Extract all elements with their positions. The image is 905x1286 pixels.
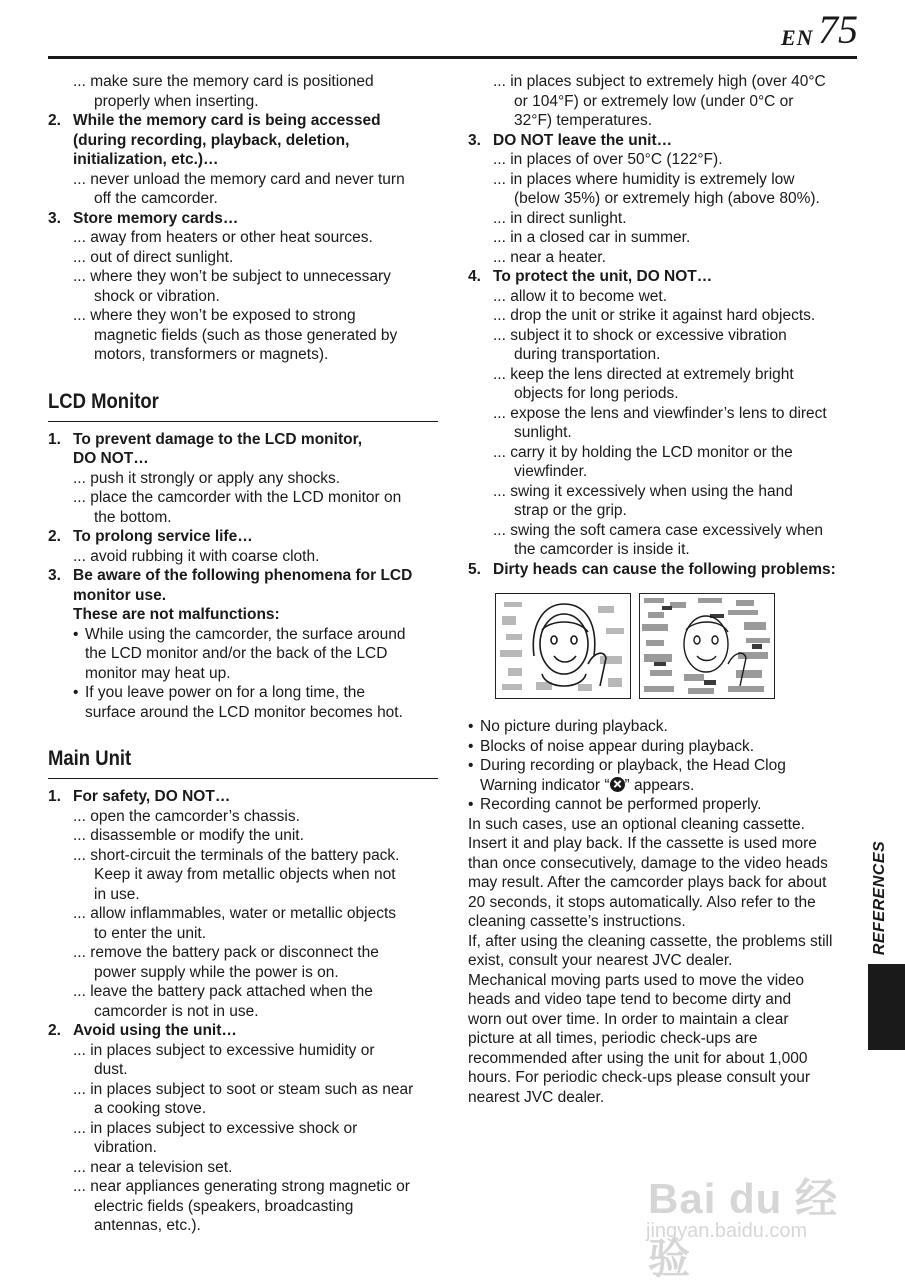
noise-blocks-illustration [639, 593, 775, 699]
text-line: off the camcorder. [94, 190, 218, 207]
text-line: ... swing it excessively when using the hand [493, 482, 793, 500]
text-line: ... in places subject to soot or steam such as near [73, 1080, 414, 1098]
text-line: Insert it and play back. If the cassette is used more [468, 835, 817, 852]
text-line: ... expose the lens and viewfinder’s lens to direct [493, 404, 827, 422]
item-title: (during recording, playback, deletion, [73, 131, 350, 149]
text-line: objects for long periods. [514, 385, 679, 402]
section-heading-lcd: LCD Monitor [48, 389, 159, 413]
bullet-line: • Blocks of noise appear during playback. [468, 737, 754, 755]
text-line: 20 seconds, it stops automatically. Also refer to the [468, 893, 816, 911]
text-line: If, after using the cleaning cassette, the problems still [468, 932, 833, 950]
text-line: heads and video tape tend to become dirty and [468, 991, 792, 1008]
text-line: nearest JVC dealer. [468, 1088, 605, 1106]
text-line: ... allow inflammables, water or metallic objects [73, 905, 397, 922]
text-line: electric fields (speakers, broadcasting [94, 1197, 354, 1215]
item-title: 5. Dirty heads can cause the following problems: [468, 560, 836, 578]
text-line: during transportation. [514, 346, 661, 363]
left-column [48, 72, 438, 1236]
bullet-line: • While using the camcorder, the surface around [73, 625, 406, 643]
text-line: ... near a heater. [493, 248, 606, 266]
text-line: ... allow it to become wet. [493, 287, 668, 305]
text-line: ... in places of over 50°C (122°F). [493, 151, 723, 168]
text-line: picture at all times, periodic check-ups are [468, 1030, 758, 1047]
text-line: properly when inserting. [94, 92, 259, 110]
item-title: 4. To protect the unit, DO NOT… [468, 268, 713, 285]
text-line: vibration. [94, 1139, 157, 1156]
text-line: monitor may heat up. [85, 664, 231, 682]
text-line: ... keep the lens directed at extremely bright [493, 365, 794, 383]
text-line: exist, consult your nearest JVC dealer. [468, 952, 733, 969]
text-line: hours. For periodic check-ups please consult your [468, 1069, 811, 1086]
text-line: 32°F) temperatures. [514, 112, 653, 129]
text-line: ... never unload the memory card and never turn [73, 170, 405, 188]
text-line: ... near appliances generating strong magnetic or [73, 1178, 410, 1195]
text-line: ... in places subject to extremely high (over 40°C [493, 73, 826, 90]
text-line: magnetic fields (such as those generated by [94, 326, 398, 344]
text-line: ... in places subject to excessive humidity or [73, 1041, 375, 1059]
text-line: Mechanical moving parts used to move the video [468, 971, 805, 989]
text-line: Keep it away from metallic objects when not [94, 866, 396, 883]
text-line: cleaning cassette’s instructions. [468, 913, 686, 930]
text-line: ... where they won’t be exposed to strong [73, 307, 356, 324]
text-line: ... avoid rubbing it with coarse cloth. [73, 547, 320, 565]
text-line: ... make sure the memory card is positioned [73, 73, 374, 90]
bullet-line: • During recording or playback, the Head Clog [468, 757, 786, 774]
text-line: ... place the camcorder with the LCD monitor on [73, 489, 402, 506]
watermark-url: jingyan.baidu.com [646, 1220, 808, 1242]
item-title: 1. To prevent damage to the LCD monitor, [48, 430, 363, 448]
text-line: Warning indicator “ ” appears. [480, 776, 695, 794]
text-line: to enter the unit. [94, 924, 207, 942]
text-line: ... disassemble or modify the unit. [73, 827, 304, 844]
text-line: sunlight. [514, 424, 572, 441]
section-rule [48, 778, 438, 779]
section-heading-main: Main Unit [48, 747, 132, 770]
text-line: ... remove the battery pack or disconnect the [73, 944, 379, 961]
bullet-line: • If you leave power on for a long time, the [73, 684, 366, 701]
text-line: ... where they won’t be subject to unnecessary [73, 268, 391, 285]
text-line: ... away from heaters or other heat sources. [73, 229, 373, 246]
text-line: than once consecutively, damage to the video heads [468, 854, 828, 872]
noisy-picture-illustration [495, 593, 631, 699]
text-line: ... in places subject to excessive shock or [73, 1119, 358, 1137]
item-title: monitor use. [73, 586, 167, 604]
text-line: viewfinder. [514, 463, 588, 480]
item-title: 1. For safety, DO NOT… [48, 788, 231, 805]
item-title: 2. To prolong service life… [48, 528, 253, 545]
text-line: strap or the grip. [514, 502, 627, 519]
item-title: 2. While the memory card is being accessed [48, 112, 381, 129]
page-number: 75 [818, 7, 858, 52]
item-title: DO NOT… [73, 450, 149, 467]
language-code: EN [781, 25, 814, 50]
text-line: ... out of direct sunlight. [73, 248, 234, 266]
text-line: ... near a television set. [73, 1158, 233, 1176]
item-title: 3. Be aware of the following phenomena for LCD [48, 567, 413, 584]
side-tab-block [868, 964, 905, 1050]
illustrations [468, 593, 858, 711]
text-line: ... carry it by holding the LCD monitor or the [493, 443, 793, 461]
item-title: 3. DO NOT leave the unit… [468, 131, 673, 149]
text-line: surface around the LCD monitor becomes hot. [85, 703, 403, 721]
text-line: antennas, etc.). [94, 1217, 201, 1234]
text-line: ... in direct sunlight. [493, 209, 627, 227]
text-line: the bottom. [94, 508, 172, 526]
watermark-logo-text: Bai du 经验 [648, 1175, 839, 1282]
head-clog-warning-icon [610, 777, 625, 792]
text-line: motors, transformers or magnets). [94, 346, 329, 363]
text-line: ... in a closed car in summer. [493, 229, 691, 246]
header-rule [48, 56, 857, 59]
text-line: may result. After the camcorder plays back for about [468, 874, 827, 891]
text-line: ... in places where humidity is extremely low [493, 170, 795, 188]
bullet-line: • Recording cannot be performed properly. [468, 796, 762, 813]
text-line: camcorder is not in use. [94, 1002, 259, 1020]
text-line: worn out over time. In order to maintain a clear [468, 1010, 789, 1028]
item-title: 3. Store memory cards… [48, 209, 239, 227]
text-line: or 104°F) or extremely low (under 0°C or [514, 92, 794, 110]
text-line: a cooking stove. [94, 1100, 207, 1117]
text-line: ... drop the unit or strike it against hard objects. [493, 307, 816, 324]
item-title: These are not malfunctions: [73, 606, 280, 623]
item-title: 2. Avoid using the unit… [48, 1022, 237, 1039]
right-column [468, 72, 858, 1107]
watermark [640, 1148, 850, 1282]
text-line: the LCD monitor and/or the back of the LCD [85, 645, 388, 662]
text-line: the camcorder is inside it. [514, 541, 690, 558]
text-line: ... short-circuit the terminals of the battery pack. [73, 846, 400, 864]
text-line: recommended after using the unit for about 1,000 [468, 1049, 808, 1067]
text-line: ... push it strongly or apply any shocks. [73, 469, 341, 487]
text-line: power supply while the power is on. [94, 963, 339, 981]
text-line: (below 35%) or extremely high (above 80%). [514, 190, 820, 207]
item-title: initialization, etc.)… [73, 151, 219, 168]
text-line: ... leave the battery pack attached when the [73, 983, 373, 1000]
text-line: ... open the camcorder’s chassis. [73, 807, 300, 825]
text-line: In such cases, use an optional cleaning cassette. [468, 815, 805, 833]
text-line: in use. [94, 885, 140, 903]
text-line: ... swing the soft camera case excessively when [493, 521, 823, 539]
text-line: shock or vibration. [94, 287, 220, 305]
text-line: dust. [94, 1061, 128, 1078]
bullet-line: • No picture during playback. [468, 718, 668, 735]
section-rule [48, 421, 438, 422]
side-tab-label: REFERENCES [871, 840, 888, 956]
text-line: ... subject it to shock or excessive vibration [493, 326, 787, 344]
